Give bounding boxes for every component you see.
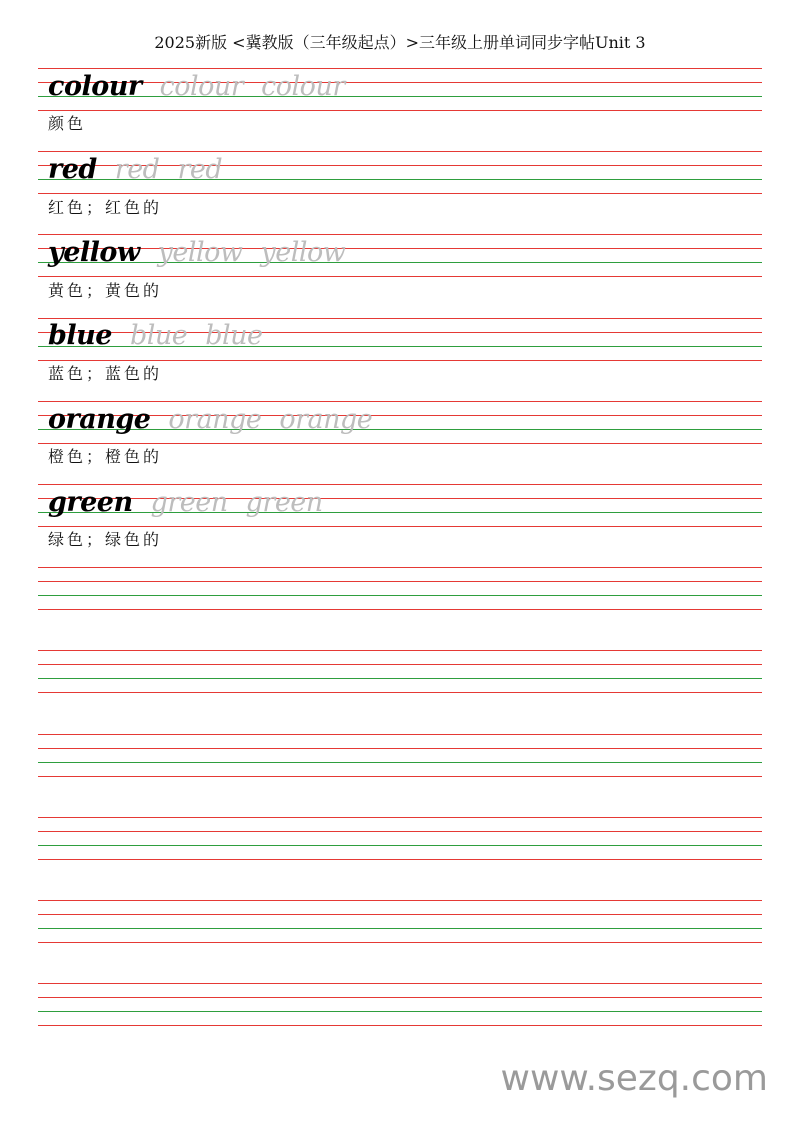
word-trace: green xyxy=(245,487,323,518)
word-trace: red xyxy=(177,154,223,185)
word-trace: colour xyxy=(159,71,244,102)
word-trace: orange xyxy=(279,404,373,435)
word-blue xyxy=(48,322,263,350)
word-trace: blue xyxy=(129,320,188,351)
page-title: 2025新版 <冀教版（三年级起点）>三年级上册单词同步字帖Unit 3 xyxy=(154,33,646,52)
word-trace: orange xyxy=(168,404,262,435)
word-red xyxy=(48,156,222,184)
word-main: green xyxy=(48,487,133,518)
word-trace: yellow xyxy=(157,237,243,268)
meaning-colour: 颜色 xyxy=(48,114,87,133)
word-orange xyxy=(48,406,372,434)
word-main: colour xyxy=(48,71,142,102)
word-trace: red xyxy=(114,154,160,185)
meaning-green: 绿色；绿色的 xyxy=(48,530,163,549)
word-main: blue xyxy=(48,320,112,351)
word-trace: blue xyxy=(205,320,263,351)
word-main: orange xyxy=(48,404,151,435)
word-green xyxy=(48,489,323,517)
word-main: red xyxy=(48,154,97,185)
word-trace: yellow xyxy=(260,237,346,268)
word-main: yellow xyxy=(48,237,140,268)
meaning-red: 红色；红色的 xyxy=(48,198,163,217)
meaning-blue: 蓝色；蓝色的 xyxy=(48,364,163,383)
word-trace: green xyxy=(150,487,228,518)
meaning-orange: 橙色；橙色的 xyxy=(48,447,163,466)
word-colour xyxy=(48,73,345,101)
meaning-yellow: 黄色；黄色的 xyxy=(48,281,163,300)
word-yellow xyxy=(48,239,345,267)
watermark: www.sezq.com xyxy=(500,1058,768,1099)
word-trace: colour xyxy=(261,71,345,102)
